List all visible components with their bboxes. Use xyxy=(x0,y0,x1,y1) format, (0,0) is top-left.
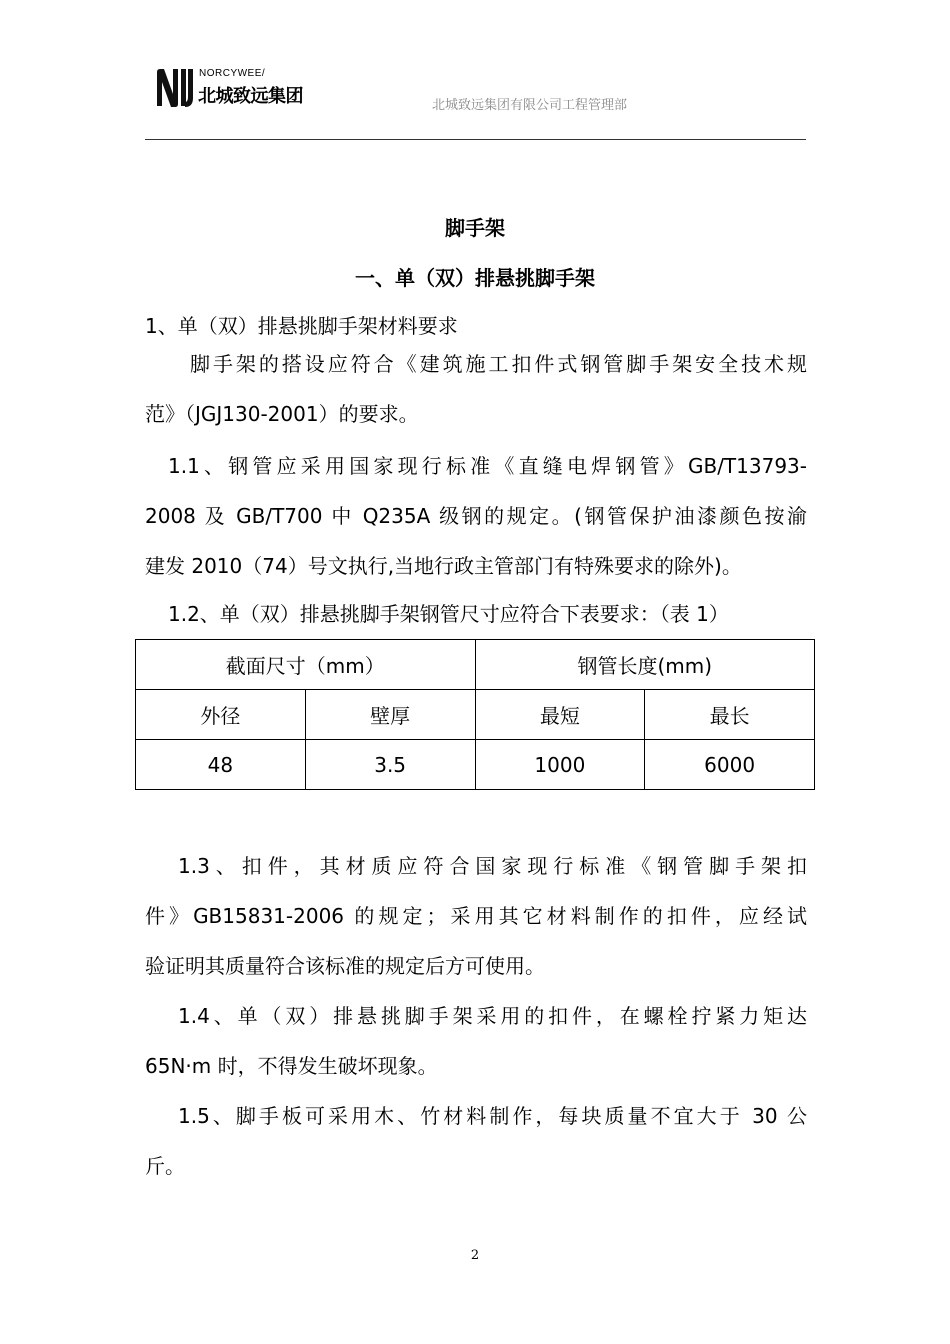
subsection-heading: 1、单（双）排悬挑脚手架材料要求 xyxy=(145,314,458,338)
section-title: 一、单（双）排悬挑脚手架 xyxy=(355,266,595,290)
table-header-max-length: 最长 xyxy=(645,690,815,740)
para-1-5-line-1: 1.5、脚手板可采用木、竹材料制作，每块质量不宜大于 30 公 xyxy=(178,1104,807,1128)
para-1-4-line-1: 1.4、单（双）排悬挑脚手架采用的扣件，在螺栓拧紧力矩达 xyxy=(178,1004,807,1028)
para-1-5-line-2: 斤。 xyxy=(145,1154,185,1178)
document-title: 脚手架 xyxy=(445,216,505,240)
page-number: 2 xyxy=(470,1248,480,1263)
para-1-1-line-1: 1.1、钢管应采用国家现行标准《直缝电焊钢管》GB/T13793- xyxy=(168,454,807,478)
header-organization: 北城致远集团有限公司工程管理部 xyxy=(432,98,628,113)
para-1-3-line-1: 1.3、扣件，其材质应符合国家现行标准《钢管脚手架扣 xyxy=(178,854,807,878)
steel-pipe-size-table xyxy=(135,639,815,790)
para-1-1-line-2: 2008 及 GB/T700 中 Q235A 级钢的规定。(钢管保护油漆颜色按渝 xyxy=(145,504,807,528)
para-1-3-line-2: 件》GB15831-2006 的规定；采用其它材料制作的扣件，应经试 xyxy=(145,904,807,928)
table-cell: 48 xyxy=(136,740,306,790)
table-group-header-row xyxy=(136,640,815,690)
table-header-wall-thickness: 壁厚 xyxy=(305,690,475,740)
company-logo-icon xyxy=(155,68,195,108)
intro-line-1: 脚手架的搭设应符合《建筑施工扣件式钢管脚手架安全技术规 xyxy=(190,352,807,376)
table-cell: 3.5 xyxy=(305,740,475,790)
table-group-header-section: 截面尺寸（mm） xyxy=(136,640,476,690)
para-1-4-line-2: 65N·m 时，不得发生破坏现象。 xyxy=(145,1054,438,1078)
logo-english-text: NORCYWEE/ xyxy=(199,68,266,79)
table-header-row xyxy=(136,690,815,740)
para-1-3-line-3: 验证明其质量符合该标准的规定后方可使用。 xyxy=(145,954,545,978)
intro-line-2: 范》（JGJ130-2001）的要求。 xyxy=(145,402,419,426)
table-header-outer-diameter: 外径 xyxy=(136,690,306,740)
header-divider xyxy=(145,139,806,140)
para-1-1-line-3: 建发 2010（74）号文执行,当地行政主管部门有特殊要求的除外)。 xyxy=(145,554,742,578)
table-group-header-length: 钢管长度(mm) xyxy=(475,640,815,690)
logo-chinese-text: 北城致远集团 xyxy=(198,86,303,107)
table-cell: 1000 xyxy=(475,740,645,790)
para-1-2: 1.2、单（双）排悬挑脚手架钢管尺寸应符合下表要求：（表 1） xyxy=(168,602,729,626)
table-row xyxy=(136,740,815,790)
table-cell: 6000 xyxy=(645,740,815,790)
table-header-min-length: 最短 xyxy=(475,690,645,740)
